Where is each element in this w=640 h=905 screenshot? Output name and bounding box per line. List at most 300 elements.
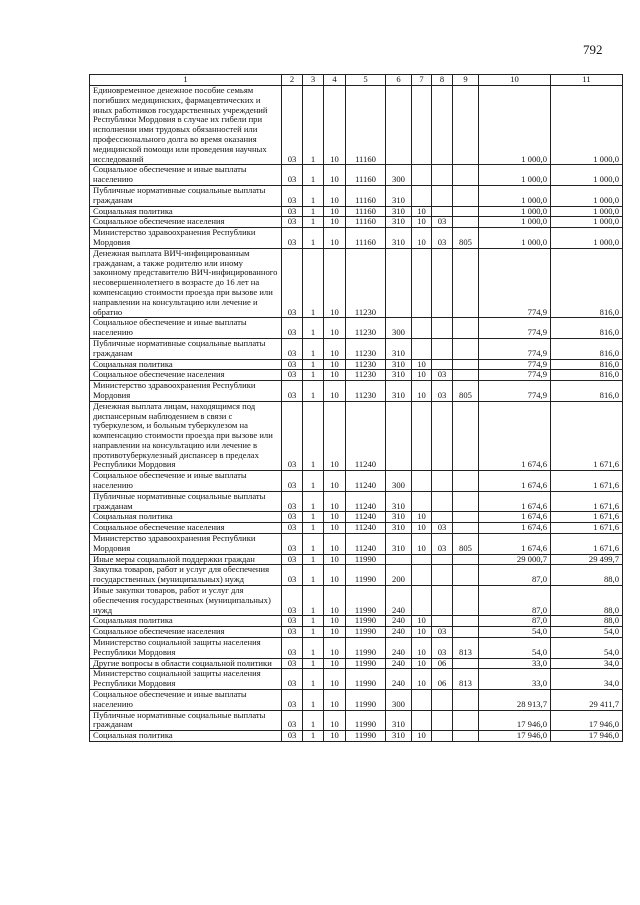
ministry-code xyxy=(453,165,479,186)
subchapter-code xyxy=(432,401,453,471)
amount-year-1: 1 674,6 xyxy=(479,491,551,512)
chapter-code: 10 xyxy=(412,381,432,402)
subsection-code: 1 xyxy=(303,338,324,359)
ministry-code xyxy=(453,710,479,731)
amount-year-2: 1 000,0 xyxy=(551,228,623,249)
section-code: 03 xyxy=(282,491,303,512)
expense-type-code: 240 xyxy=(386,638,412,659)
table-row xyxy=(90,401,623,471)
target-code: 11990 xyxy=(346,627,386,638)
table-row xyxy=(90,86,623,165)
subsection-code: 1 xyxy=(303,731,324,742)
group-code: 10 xyxy=(324,338,346,359)
subchapter-code: 06 xyxy=(432,669,453,690)
chapter-code xyxy=(412,318,432,339)
chapter-code: 10 xyxy=(412,228,432,249)
group-code: 10 xyxy=(324,370,346,381)
amount-year-2: 816,0 xyxy=(551,381,623,402)
amount-year-1: 33,0 xyxy=(479,669,551,690)
section-code: 03 xyxy=(282,565,303,586)
subchapter-code: 03 xyxy=(432,370,453,381)
amount-year-2: 54,0 xyxy=(551,627,623,638)
ministry-code xyxy=(453,586,479,616)
subsection-code: 1 xyxy=(303,228,324,249)
chapter-code xyxy=(412,565,432,586)
amount-year-1: 1 674,6 xyxy=(479,523,551,534)
expense-type-code: 310 xyxy=(386,359,412,370)
amount-year-1: 17 946,0 xyxy=(479,710,551,731)
expense-type-code xyxy=(386,554,412,565)
subchapter-code xyxy=(432,206,453,217)
group-code: 10 xyxy=(324,512,346,523)
subchapter-code xyxy=(432,565,453,586)
table-row xyxy=(90,565,623,586)
section-code: 03 xyxy=(282,690,303,711)
subsection-code: 1 xyxy=(303,206,324,217)
row-name: Закупка товаров, работ и услуг для обеспечения государственных (муниципальных) нужд xyxy=(90,565,282,586)
row-name: Иные меры социальной поддержки граждан xyxy=(90,554,282,565)
amount-year-1: 54,0 xyxy=(479,638,551,659)
amount-year-2: 1 671,6 xyxy=(551,534,623,555)
expense-type-code: 310 xyxy=(386,710,412,731)
amount-year-1: 1 000,0 xyxy=(479,86,551,165)
table-row xyxy=(90,710,623,731)
amount-year-2: 1 671,6 xyxy=(551,523,623,534)
group-code: 10 xyxy=(324,491,346,512)
column-header-8: 8 xyxy=(432,75,453,86)
group-code: 10 xyxy=(324,217,346,228)
row-name: Единовременное денежное пособие семьям погибших медицинских, фармацевтических и иных работников государственных учреждений Республики Мордовия в случае их гибели при исполнении ими трудовых обязанностей или профессионального долга во время оказания медицинской помощи или проведения научных исследований xyxy=(90,86,282,165)
ministry-code xyxy=(453,627,479,638)
target-code: 11160 xyxy=(346,228,386,249)
section-code: 03 xyxy=(282,185,303,206)
group-code: 10 xyxy=(324,381,346,402)
amount-year-2: 1 671,6 xyxy=(551,471,623,492)
group-code: 10 xyxy=(324,534,346,555)
chapter-code xyxy=(412,690,432,711)
amount-year-1: 774,9 xyxy=(479,248,551,318)
column-header-1: 1 xyxy=(90,75,282,86)
chapter-code: 10 xyxy=(412,206,432,217)
column-header-5: 5 xyxy=(346,75,386,86)
group-code: 10 xyxy=(324,185,346,206)
amount-year-2: 17 946,0 xyxy=(551,710,623,731)
group-code: 10 xyxy=(324,690,346,711)
target-code: 11240 xyxy=(346,512,386,523)
subsection-code: 1 xyxy=(303,512,324,523)
target-code: 11990 xyxy=(346,658,386,669)
chapter-code: 10 xyxy=(412,731,432,742)
target-code: 11240 xyxy=(346,491,386,512)
ministry-code xyxy=(453,401,479,471)
section-code: 03 xyxy=(282,731,303,742)
row-name: Социальная политика xyxy=(90,206,282,217)
column-header-9: 9 xyxy=(453,75,479,86)
row-name: Социальная политика xyxy=(90,731,282,742)
section-code: 03 xyxy=(282,248,303,318)
table-row xyxy=(90,471,623,492)
amount-year-2: 816,0 xyxy=(551,248,623,318)
subchapter-code xyxy=(432,248,453,318)
table-row xyxy=(90,690,623,711)
column-header-3: 3 xyxy=(303,75,324,86)
amount-year-1: 1 674,6 xyxy=(479,534,551,555)
target-code: 11240 xyxy=(346,523,386,534)
subsection-code: 1 xyxy=(303,471,324,492)
chapter-code: 10 xyxy=(412,627,432,638)
row-name: Публичные нормативные социальные выплаты гражданам xyxy=(90,491,282,512)
target-code: 11160 xyxy=(346,185,386,206)
chapter-code xyxy=(412,248,432,318)
page-number: 792 xyxy=(583,42,603,57)
target-code: 11240 xyxy=(346,534,386,555)
amount-year-1: 774,9 xyxy=(479,338,551,359)
amount-year-2: 1 671,6 xyxy=(551,512,623,523)
table-header-row xyxy=(90,75,623,86)
expense-type-code: 310 xyxy=(386,338,412,359)
row-name: Социальное обеспечение населения xyxy=(90,370,282,381)
row-name: Социальное обеспечение населения xyxy=(90,217,282,228)
subchapter-code: 03 xyxy=(432,381,453,402)
amount-year-2: 1 000,0 xyxy=(551,86,623,165)
row-name: Социальное обеспечение и иные выплаты населению xyxy=(90,471,282,492)
target-code: 11230 xyxy=(346,381,386,402)
amount-year-2: 1 000,0 xyxy=(551,185,623,206)
section-code: 03 xyxy=(282,217,303,228)
target-code: 11160 xyxy=(346,217,386,228)
row-name: Социальное обеспечение и иные выплаты населению xyxy=(90,318,282,339)
amount-year-1: 1 000,0 xyxy=(479,185,551,206)
target-code: 11230 xyxy=(346,248,386,318)
group-code: 10 xyxy=(324,554,346,565)
group-code: 10 xyxy=(324,731,346,742)
target-code: 11230 xyxy=(346,318,386,339)
column-header-2: 2 xyxy=(282,75,303,86)
row-name: Денежная выплата ВИЧ-инфицированным гражданам, а также родителю или иному законному представителю ВИЧ-инфицированного несовершеннолетнего в возрасте до 16 лет на компенсацию стоимости проезда при вызове или направлении на консультацию или лечение и обратно xyxy=(90,248,282,318)
chapter-code: 10 xyxy=(412,658,432,669)
group-code: 10 xyxy=(324,206,346,217)
table-row xyxy=(90,185,623,206)
subsection-code: 1 xyxy=(303,690,324,711)
amount-year-2: 17 946,0 xyxy=(551,731,623,742)
amount-year-2: 1 000,0 xyxy=(551,217,623,228)
expense-type-code xyxy=(386,248,412,318)
budget-table xyxy=(89,74,623,742)
expense-type-code: 240 xyxy=(386,669,412,690)
table-row xyxy=(90,338,623,359)
subsection-code: 1 xyxy=(303,523,324,534)
chapter-code: 10 xyxy=(412,512,432,523)
target-code: 11240 xyxy=(346,401,386,471)
chapter-code: 10 xyxy=(412,534,432,555)
row-name: Социальное обеспечение населения xyxy=(90,523,282,534)
table-row xyxy=(90,206,623,217)
chapter-code: 10 xyxy=(412,217,432,228)
amount-year-2: 88,0 xyxy=(551,586,623,616)
section-code: 03 xyxy=(282,616,303,627)
expense-type-code: 240 xyxy=(386,586,412,616)
expense-type-code: 310 xyxy=(386,512,412,523)
subchapter-code xyxy=(432,616,453,627)
target-code: 11990 xyxy=(346,586,386,616)
table-row xyxy=(90,381,623,402)
subsection-code: 1 xyxy=(303,627,324,638)
amount-year-1: 1 000,0 xyxy=(479,165,551,186)
subchapter-code: 03 xyxy=(432,523,453,534)
amount-year-2: 29 411,7 xyxy=(551,690,623,711)
expense-type-code: 310 xyxy=(386,534,412,555)
amount-year-2: 816,0 xyxy=(551,359,623,370)
subsection-code: 1 xyxy=(303,669,324,690)
chapter-code: 10 xyxy=(412,370,432,381)
section-code: 03 xyxy=(282,658,303,669)
target-code: 11230 xyxy=(346,338,386,359)
amount-year-1: 1 674,6 xyxy=(479,401,551,471)
ministry-code xyxy=(453,731,479,742)
table-row xyxy=(90,491,623,512)
table-body xyxy=(90,86,623,742)
row-name: Министерство здравоохранения Республики Мордовия xyxy=(90,228,282,249)
row-name: Социальное обеспечение населения xyxy=(90,627,282,638)
expense-type-code xyxy=(386,401,412,471)
subchapter-code: 06 xyxy=(432,658,453,669)
group-code: 10 xyxy=(324,627,346,638)
column-header-11: 11 xyxy=(551,75,623,86)
amount-year-1: 1 674,6 xyxy=(479,512,551,523)
expense-type-code: 310 xyxy=(386,206,412,217)
expense-type-code: 310 xyxy=(386,217,412,228)
ministry-code: 805 xyxy=(453,381,479,402)
ministry-code xyxy=(453,217,479,228)
row-name: Социальная политика xyxy=(90,512,282,523)
chapter-code: 10 xyxy=(412,523,432,534)
group-code: 10 xyxy=(324,401,346,471)
row-name: Министерство здравоохранения Республики Мордовия xyxy=(90,534,282,555)
section-code: 03 xyxy=(282,381,303,402)
target-code: 11990 xyxy=(346,554,386,565)
chapter-code: 10 xyxy=(412,638,432,659)
target-code: 11990 xyxy=(346,690,386,711)
ministry-code xyxy=(453,185,479,206)
amount-year-2: 34,0 xyxy=(551,669,623,690)
row-name: Министерство социальной защиты населения Республики Мордовия xyxy=(90,669,282,690)
group-code: 10 xyxy=(324,86,346,165)
subchapter-code: 03 xyxy=(432,228,453,249)
table-row xyxy=(90,217,623,228)
subsection-code: 1 xyxy=(303,565,324,586)
section-code: 03 xyxy=(282,86,303,165)
amount-year-2: 54,0 xyxy=(551,638,623,659)
amount-year-2: 1 671,6 xyxy=(551,491,623,512)
subsection-code: 1 xyxy=(303,217,324,228)
expense-type-code: 300 xyxy=(386,318,412,339)
expense-type-code: 300 xyxy=(386,690,412,711)
table-row xyxy=(90,248,623,318)
table-row xyxy=(90,669,623,690)
chapter-code: 10 xyxy=(412,616,432,627)
ministry-code: 813 xyxy=(453,638,479,659)
group-code: 10 xyxy=(324,658,346,669)
amount-year-1: 87,0 xyxy=(479,616,551,627)
target-code: 11160 xyxy=(346,165,386,186)
expense-type-code: 240 xyxy=(386,658,412,669)
ministry-code xyxy=(453,616,479,627)
subchapter-code: 03 xyxy=(432,638,453,659)
amount-year-1: 1 000,0 xyxy=(479,217,551,228)
chapter-code xyxy=(412,165,432,186)
subchapter-code: 03 xyxy=(432,627,453,638)
section-code: 03 xyxy=(282,370,303,381)
ministry-code xyxy=(453,318,479,339)
section-code: 03 xyxy=(282,627,303,638)
group-code: 10 xyxy=(324,523,346,534)
subsection-code: 1 xyxy=(303,359,324,370)
group-code: 10 xyxy=(324,565,346,586)
amount-year-2: 816,0 xyxy=(551,370,623,381)
group-code: 10 xyxy=(324,669,346,690)
subsection-code: 1 xyxy=(303,318,324,339)
section-code: 03 xyxy=(282,206,303,217)
subchapter-code xyxy=(432,586,453,616)
amount-year-2: 88,0 xyxy=(551,616,623,627)
amount-year-1: 774,9 xyxy=(479,370,551,381)
row-name: Министерство здравоохранения Республики Мордовия xyxy=(90,381,282,402)
section-code: 03 xyxy=(282,710,303,731)
target-code: 11230 xyxy=(346,359,386,370)
group-code: 10 xyxy=(324,359,346,370)
expense-type-code: 300 xyxy=(386,165,412,186)
expense-type-code: 310 xyxy=(386,370,412,381)
subchapter-code xyxy=(432,185,453,206)
expense-type-code: 310 xyxy=(386,185,412,206)
subchapter-code xyxy=(432,690,453,711)
subchapter-code xyxy=(432,165,453,186)
amount-year-2: 88,0 xyxy=(551,565,623,586)
chapter-code xyxy=(412,710,432,731)
group-code: 10 xyxy=(324,638,346,659)
subsection-code: 1 xyxy=(303,185,324,206)
section-code: 03 xyxy=(282,512,303,523)
expense-type-code: 200 xyxy=(386,565,412,586)
expense-type-code: 310 xyxy=(386,491,412,512)
target-code: 11990 xyxy=(346,565,386,586)
ministry-code xyxy=(453,471,479,492)
row-name: Социальная политика xyxy=(90,359,282,370)
subsection-code: 1 xyxy=(303,658,324,669)
chapter-code xyxy=(412,586,432,616)
ministry-code xyxy=(453,554,479,565)
subchapter-code xyxy=(432,491,453,512)
target-code: 11160 xyxy=(346,206,386,217)
table-row xyxy=(90,616,623,627)
group-code: 10 xyxy=(324,228,346,249)
ministry-code xyxy=(453,338,479,359)
amount-year-1: 1 674,6 xyxy=(479,471,551,492)
expense-type-code: 300 xyxy=(386,471,412,492)
ministry-code xyxy=(453,86,479,165)
target-code: 11990 xyxy=(346,731,386,742)
section-code: 03 xyxy=(282,165,303,186)
section-code: 03 xyxy=(282,338,303,359)
amount-year-1: 29 000,7 xyxy=(479,554,551,565)
amount-year-1: 1 000,0 xyxy=(479,206,551,217)
subsection-code: 1 xyxy=(303,165,324,186)
table-row xyxy=(90,731,623,742)
section-code: 03 xyxy=(282,669,303,690)
subsection-code: 1 xyxy=(303,86,324,165)
target-code: 11240 xyxy=(346,471,386,492)
chapter-code xyxy=(412,471,432,492)
table-row xyxy=(90,523,623,534)
target-code: 11990 xyxy=(346,710,386,731)
table-row xyxy=(90,534,623,555)
amount-year-2: 34,0 xyxy=(551,658,623,669)
expense-type-code: 240 xyxy=(386,616,412,627)
amount-year-1: 87,0 xyxy=(479,565,551,586)
row-name: Публичные нормативные социальные выплаты гражданам xyxy=(90,185,282,206)
subsection-code: 1 xyxy=(303,248,324,318)
expense-type-code: 310 xyxy=(386,523,412,534)
chapter-code xyxy=(412,401,432,471)
chapter-code: 10 xyxy=(412,669,432,690)
row-name: Социальное обеспечение и иные выплаты населению xyxy=(90,690,282,711)
subchapter-code xyxy=(432,731,453,742)
table-row xyxy=(90,658,623,669)
subchapter-code xyxy=(432,471,453,492)
table-row xyxy=(90,359,623,370)
subsection-code: 1 xyxy=(303,370,324,381)
target-code: 11990 xyxy=(346,638,386,659)
ministry-code xyxy=(453,565,479,586)
group-code: 10 xyxy=(324,165,346,186)
amount-year-2: 1 000,0 xyxy=(551,206,623,217)
group-code: 10 xyxy=(324,616,346,627)
row-name: Публичные нормативные социальные выплаты гражданам xyxy=(90,338,282,359)
ministry-code xyxy=(453,370,479,381)
column-header-7: 7 xyxy=(412,75,432,86)
ministry-code xyxy=(453,359,479,370)
amount-year-1: 774,9 xyxy=(479,359,551,370)
subchapter-code xyxy=(432,359,453,370)
row-name: Другие вопросы в области социальной политики xyxy=(90,658,282,669)
group-code: 10 xyxy=(324,471,346,492)
section-code: 03 xyxy=(282,554,303,565)
subsection-code: 1 xyxy=(303,534,324,555)
expense-type-code: 310 xyxy=(386,228,412,249)
table-row xyxy=(90,370,623,381)
group-code: 10 xyxy=(324,248,346,318)
amount-year-1: 28 913,7 xyxy=(479,690,551,711)
row-name: Денежная выплата лицам, находящимся под диспансерным наблюдением в связи с туберкулезом, и больным туберкулезом на компенсацию стоимости проезда при вызове или направлении на консультацию или лечение в противотуберкулезный диспансер в пределах Республики Мордовия xyxy=(90,401,282,471)
target-code: 11990 xyxy=(346,669,386,690)
ministry-code xyxy=(453,658,479,669)
section-code: 03 xyxy=(282,523,303,534)
amount-year-1: 54,0 xyxy=(479,627,551,638)
amount-year-2: 816,0 xyxy=(551,338,623,359)
target-code: 11230 xyxy=(346,370,386,381)
section-code: 03 xyxy=(282,534,303,555)
column-header-4: 4 xyxy=(324,75,346,86)
subchapter-code xyxy=(432,86,453,165)
section-code: 03 xyxy=(282,586,303,616)
amount-year-1: 33,0 xyxy=(479,658,551,669)
table-row xyxy=(90,228,623,249)
amount-year-1: 1 000,0 xyxy=(479,228,551,249)
group-code: 10 xyxy=(324,710,346,731)
section-code: 03 xyxy=(282,401,303,471)
section-code: 03 xyxy=(282,359,303,370)
chapter-code xyxy=(412,86,432,165)
